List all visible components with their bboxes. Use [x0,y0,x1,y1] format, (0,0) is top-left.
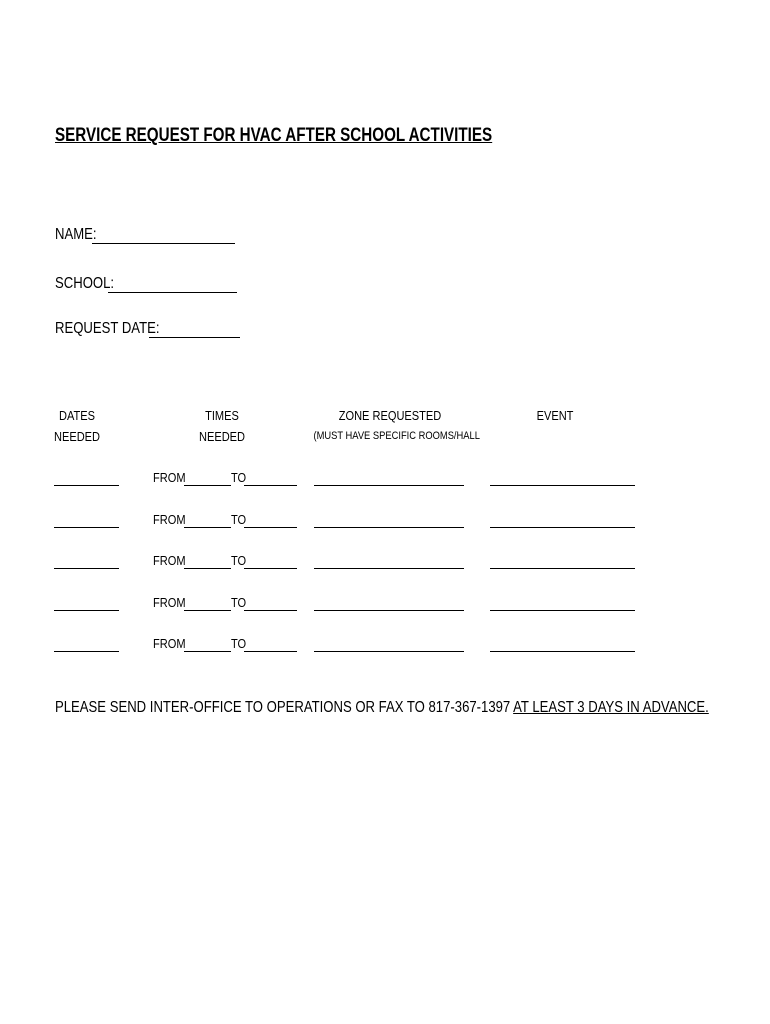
from-time-input-line[interactable] [184,527,231,528]
zone-input-line[interactable] [314,651,464,652]
from-label: FROM [153,553,186,568]
school-label: SCHOOL: [55,275,115,292]
request-date-label: REQUEST DATE: [55,320,160,337]
school-input-line[interactable] [108,292,237,293]
event-header: EVENT [536,408,574,423]
request-date-input-line[interactable] [149,337,240,338]
date-needed-input-line[interactable] [54,568,119,569]
date-needed-input-line[interactable] [54,527,119,528]
to-label: TO [231,636,247,651]
dates-needed-header: DATES NEEDED [53,408,101,444]
event-input-line[interactable] [490,568,635,569]
name-input-line[interactable] [92,243,235,244]
date-needed-input-line[interactable] [54,610,119,611]
form-title: SERVICE REQUEST FOR HVAC AFTER SCHOOL ACTIVITIES [55,125,493,146]
to-label: TO [231,553,247,568]
from-time-input-line[interactable] [184,610,231,611]
footer-instructions [55,699,709,717]
request-date-field-row [55,320,182,338]
from-time-input-line[interactable] [184,485,231,486]
date-needed-input-line[interactable] [54,651,119,652]
to-label: TO [231,470,247,485]
to-time-input-line[interactable] [244,568,297,569]
zone-input-line[interactable] [314,527,464,528]
to-label: TO [231,512,247,527]
from-label: FROM [153,636,186,651]
to-time-input-line[interactable] [244,485,297,486]
to-label: TO [231,595,247,610]
from-label: FROM [153,595,186,610]
to-time-input-line[interactable] [244,610,297,611]
from-label: FROM [153,512,186,527]
name-label: NAME: [55,226,97,243]
date-needed-input-line[interactable] [54,485,119,486]
zone-input-line[interactable] [314,610,464,611]
to-time-input-line[interactable] [244,527,297,528]
zone-input-line[interactable] [314,485,464,486]
school-field-row [55,275,127,293]
from-time-input-line[interactable] [184,651,231,652]
zone-requested-header: ZONE REQUESTED (MUST HAVE SPECIFIC ROOMS/HALL [313,408,480,442]
footer-deadline: AT LEAST 3 DAYS IN ADVANCE. [513,699,709,716]
times-needed-header: TIMES NEEDED [198,408,246,444]
from-label: FROM [153,470,186,485]
from-time-input-line[interactable] [184,568,231,569]
event-input-line[interactable] [490,485,635,486]
zone-input-line[interactable] [314,568,464,569]
to-time-input-line[interactable] [244,651,297,652]
event-input-line[interactable] [490,610,635,611]
footer-text: PLEASE SEND INTER-OFFICE TO OPERATIONS OR FAX TO 817-367-1397 [55,699,514,716]
name-field-row [55,226,106,244]
event-input-line[interactable] [490,527,635,528]
event-input-line[interactable] [490,651,635,652]
